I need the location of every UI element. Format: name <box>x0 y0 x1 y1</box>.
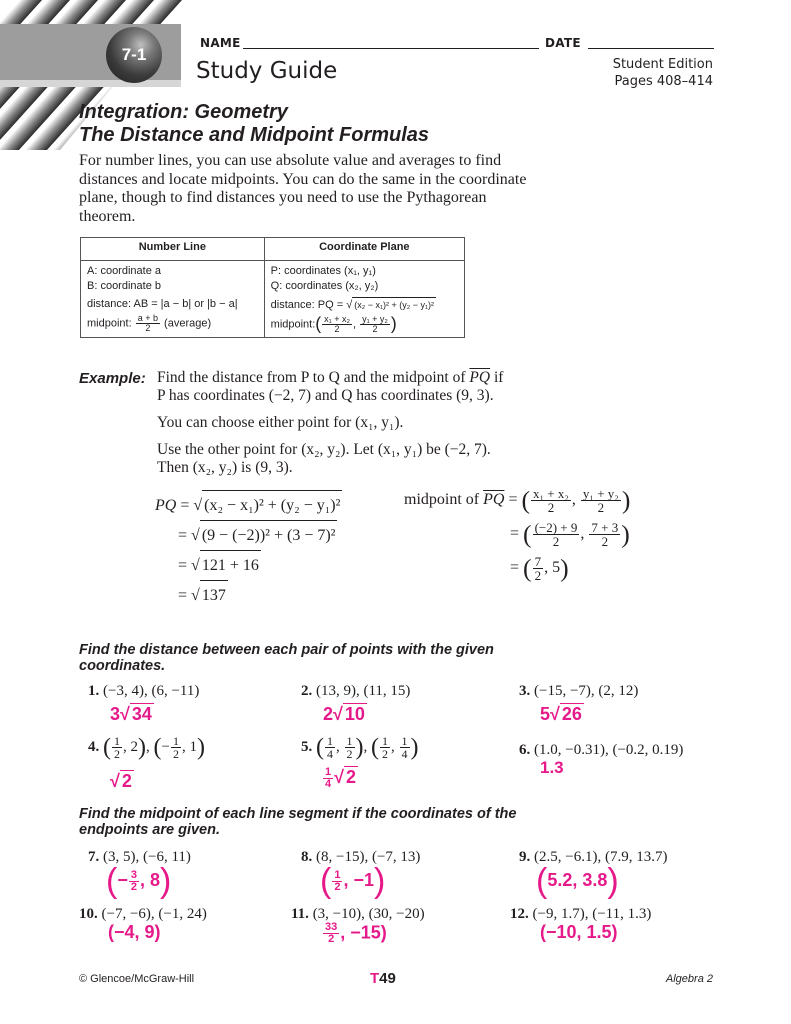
sqrt-expression: √ (x₂ − x₁)² + (y₂ − y₁)² <box>346 299 435 311</box>
example-line-4: Use the other point for (x₂, y₂). Let (x₁, y₁) be (−2, 7). <box>157 441 491 458</box>
answer-2: 2√ 10 <box>323 704 365 724</box>
fraction-denominator: 2 <box>552 534 560 549</box>
example-line-2: P has coordinates (−2, 7) and Q has coordinates (9, 3). <box>157 387 494 404</box>
answer-coefficient: 5 <box>540 704 551 724</box>
lesson-badge: 7-1 <box>106 27 162 83</box>
fraction-denominator: 4 <box>325 777 332 790</box>
nl-a: A: coordinate a <box>87 265 161 277</box>
radicand: (9 − (−2))² + (3 − 7)² <box>200 520 338 550</box>
coordinate: 2 <box>130 738 138 755</box>
example-text: Find the distance from P to Q and the midpoint of <box>157 369 466 386</box>
problem-number: 8. <box>301 849 313 865</box>
name-field[interactable] <box>243 48 539 49</box>
problem-text: (−9, 1.7), (−11, 1.3) <box>532 906 652 922</box>
pages-label: Pages 408–414 <box>614 74 713 89</box>
answer-value: −1 <box>353 869 374 890</box>
nl-midpoint-label: midpoint: <box>87 316 132 329</box>
problem-number: 9. <box>519 849 531 865</box>
problem-6 <box>519 742 683 759</box>
answer-coefficient: 2 <box>323 704 334 724</box>
distance-step-2: = √ (9 − (−2))² + (3 − 7)² <box>155 520 342 550</box>
answer-value: 5.2, 3.8 <box>547 869 608 890</box>
fraction-denominator: 2 <box>334 880 341 893</box>
section-2-instruction: Find the midpoint of each line segment if the coordinates of the endpoints are given. <box>79 806 517 838</box>
edition-label: Student Edition <box>612 57 713 72</box>
fraction-numerator: 1 <box>334 868 341 881</box>
answer-8: ( $\frac{1}{2}$ , −1) <box>320 862 386 900</box>
fraction-numerator: y₁ + y₂ <box>362 313 388 324</box>
nl-midpoint-fraction <box>136 314 160 333</box>
fraction-denominator: 4 <box>401 747 408 761</box>
problem-number: 2. <box>301 683 313 699</box>
fraction-denominator: 2 <box>334 323 340 334</box>
problem-text: (−3, 4), (6, −11) <box>103 683 200 699</box>
problem-text: (−15, −7), (2, 12) <box>534 683 639 699</box>
example-line-1 <box>157 369 503 387</box>
lesson-heading <box>79 101 429 147</box>
problem-number: 12. <box>510 906 529 922</box>
name-label: NAME <box>200 36 241 50</box>
distance-step-3: = √ 121 + 16 <box>155 550 342 580</box>
radicand: 137 <box>200 580 228 610</box>
answer-1: 3√ 34 <box>110 704 152 724</box>
cp-q: Q: coordinates (x₂, y₂) <box>270 279 379 292</box>
example-line-3: You can choose either point for (x₁, y₁). <box>157 414 404 431</box>
problem-number: 1. <box>88 683 100 699</box>
answer-10: (−4, 9) <box>108 922 161 942</box>
answer-9: (5.2, 3.8) <box>536 862 619 900</box>
fraction-denominator: 2 <box>372 323 378 334</box>
cp-midpoint: midpoint:( $\frac{\text{x₁ + x₂}}{2}$ , $\frac{\text{y₁ + y₂}}{2}$ ) <box>270 313 397 334</box>
intro-paragraph: For number lines, you can use absolute value and averages to find distances and locate midpoints. You can do the same in the coordinate plane, though to find distances you need to use the Pythagorean theorem. <box>79 152 527 225</box>
fraction-numerator: 1 <box>325 765 332 778</box>
midpoint-step-3: = ( $\frac{7}{2}$ , 5) <box>510 553 569 583</box>
problem-text: (3, −10), (30, −20) <box>312 906 425 922</box>
problem-text: (1.0, −0.31), (−0.2, 0.19) <box>534 742 684 758</box>
problem-text: (2.5, −6.1), (7.9, 13.7) <box>534 849 668 865</box>
radicand: (x₂ − x₁)² + (y₂ − y₁)² <box>202 490 342 520</box>
formula-table <box>80 237 465 338</box>
problem-text: (−7, −6), (−1, 24) <box>101 906 207 922</box>
fraction-numerator: x₁ + x₂ <box>533 486 569 501</box>
sign: − <box>117 869 128 890</box>
problem-2 <box>301 683 410 700</box>
cp-my-fraction <box>360 315 390 334</box>
midpoint-derivation <box>404 487 630 582</box>
fraction-denominator: 2 <box>145 322 151 333</box>
number-line-cell <box>81 261 265 338</box>
problem-11 <box>291 906 425 923</box>
fraction-denominator: 2 <box>534 568 542 583</box>
fraction-numerator: 1 <box>346 734 353 748</box>
answer-radicand: 2 <box>121 771 132 791</box>
fraction-numerator: 3 <box>130 868 137 881</box>
example-text: if <box>493 369 504 386</box>
distance-step-4: = √ 137 <box>155 580 342 610</box>
midpoint-step-1: midpoint of $\overline{PQ}$ = ( $\frac{\text{x₁ + x₂}}{2}$ , $\frac{\text{y₁ + y₂}}{2}$ ) <box>404 485 631 515</box>
fraction-numerator: x₁ + x₂ <box>324 313 350 324</box>
nl-midpoint <box>87 314 258 333</box>
sign: − <box>161 738 170 755</box>
example-label: Example: <box>79 370 146 387</box>
page-title: Study Guide <box>196 58 338 84</box>
answer-radicand: 34 <box>131 704 152 724</box>
problem-4: 4. ( $\frac{1}{2}$ , 2), (− $\frac{1}{2}$ , 1) <box>88 734 205 761</box>
problem-1 <box>88 683 199 700</box>
problem-number: 7. <box>88 849 100 865</box>
answer-12: (−10, 1.5) <box>540 922 618 942</box>
fraction-numerator: a + b <box>137 312 158 323</box>
midpoint-step-2: = ( $\frac{(-2) + 9}{2}$ , $\frac{7 + 3}{2}$ ) <box>510 519 630 549</box>
problem-number: 5. <box>301 738 313 755</box>
midpoint-y: 5 <box>552 559 561 577</box>
radicand: (x₂ − x₁)² + (y₂ − y₁)² <box>352 297 436 313</box>
answer-value: , −15) <box>340 922 387 943</box>
date-field[interactable] <box>588 48 714 49</box>
nl-distance: distance: AB = |a − b| or |b − a| <box>87 298 238 310</box>
problem-number: 3. <box>519 683 531 699</box>
cp-distance <box>271 297 458 313</box>
fraction-numerator: 1 <box>327 734 333 748</box>
distance-step-1: PQ = √ (x₂ − x₁)² + (y₂ − y₁)² <box>155 490 342 520</box>
fraction-numerator: 1 <box>114 734 120 748</box>
example-line-5: Then (x₂, y₂) is (9, 3). <box>157 459 293 476</box>
course-name: Algebra 2 <box>665 973 713 985</box>
midpoint-label: midpoint of <box>404 491 480 509</box>
fraction-numerator: 7 + 3 <box>591 520 619 535</box>
section-1-instruction: Find the distance between each pair of points with the given coordinates. <box>79 642 494 674</box>
date-label: DATE <box>545 36 581 50</box>
answer-4: √ 2 <box>110 771 132 791</box>
table-header-number-line: Number Line <box>81 238 265 261</box>
problem-text: (13, 9), (11, 15) <box>316 683 411 699</box>
segment-pq: $\overline{PQ}$ <box>469 369 491 386</box>
answer-7: (− $\frac{3}{2}$ , 8) <box>106 862 172 900</box>
header-bar-underline <box>0 80 181 87</box>
problem-number: 10. <box>79 906 98 922</box>
fraction-numerator: 1 <box>172 734 179 748</box>
answer-radicand: 2 <box>346 767 357 787</box>
answer-radicand: 10 <box>344 704 365 724</box>
table-header-coordinate-plane: Coordinate Plane <box>264 238 464 261</box>
fraction-numerator: (−2) + 9 <box>534 520 578 535</box>
answer-5: $\frac{1}{4}$ √ 2 <box>325 765 357 790</box>
problem-12 <box>510 906 651 923</box>
answer-11 <box>322 922 387 945</box>
fraction-numerator: 33 <box>325 921 338 933</box>
fraction-denominator: 2 <box>328 933 335 945</box>
fraction-denominator: 2 <box>547 500 555 515</box>
page-num: 49 <box>379 970 396 987</box>
heading-line-2: The Distance and Midpoint Formulas <box>79 124 430 146</box>
problem-text: (3, 5), (−6, 11) <box>103 849 191 865</box>
radicand: 121 + 16 <box>200 550 261 580</box>
nl-midpoint-note: (average) <box>164 316 212 329</box>
fraction-numerator: 1 <box>382 734 388 748</box>
fraction-denominator: 2 <box>346 747 353 761</box>
answer-value: 8 <box>149 869 160 890</box>
copyright: © Glencoe/McGraw-Hill <box>79 973 195 985</box>
fraction-denominator: 2 <box>130 880 137 893</box>
cp-distance-label: distance: PQ = <box>270 299 344 311</box>
fraction-denominator: 2 <box>597 500 605 515</box>
cp-p: P: coordinates (x₁, y₁) <box>270 265 376 277</box>
problem-text: (8, −15), (−7, 13) <box>316 849 421 865</box>
distance-derivation <box>155 490 342 610</box>
pq-label: PQ <box>155 497 177 514</box>
problem-5: 5. ( $\frac{1}{4}$ , $\frac{1}{2}$ ), ( $\frac{1}{2}$ , $\frac{1}{4}$ ) <box>301 734 419 761</box>
answer-coefficient: 3 <box>110 704 121 724</box>
answer-radicand: 26 <box>561 704 582 724</box>
cp-mx-fraction <box>322 315 352 334</box>
fraction-denominator: 2 <box>382 747 388 761</box>
fraction-denominator: 4 <box>327 747 333 761</box>
fraction-numerator: 7 <box>534 554 542 569</box>
page-prefix: T <box>370 970 380 987</box>
fraction-denominator: 2 <box>172 747 179 761</box>
problem-3 <box>519 683 638 700</box>
problem-number: 4. <box>88 738 100 755</box>
coordinate: 1 <box>189 738 197 755</box>
answer-6: 1.3 <box>540 758 564 777</box>
nl-b: B: coordinate b <box>87 279 161 292</box>
fraction-numerator: 1 <box>401 734 408 748</box>
fraction-numerator: y₁ + y₂ <box>582 486 619 501</box>
cp-midpoint-label: midpoint: <box>270 317 316 330</box>
edition-info <box>613 56 713 90</box>
problem-number: 6. <box>519 742 531 758</box>
fraction-denominator: 2 <box>601 534 609 549</box>
segment-pq: $\overline{PQ}$ <box>483 491 505 509</box>
problem-10 <box>79 906 207 923</box>
problem-number: 11. <box>291 906 309 922</box>
fraction-denominator: 2 <box>114 747 120 761</box>
answer-3: 5√ 26 <box>540 704 582 724</box>
heading-line-1: Integration: Geometry <box>79 101 288 123</box>
coordinate-plane-cell <box>264 261 464 338</box>
page-number <box>370 970 396 987</box>
